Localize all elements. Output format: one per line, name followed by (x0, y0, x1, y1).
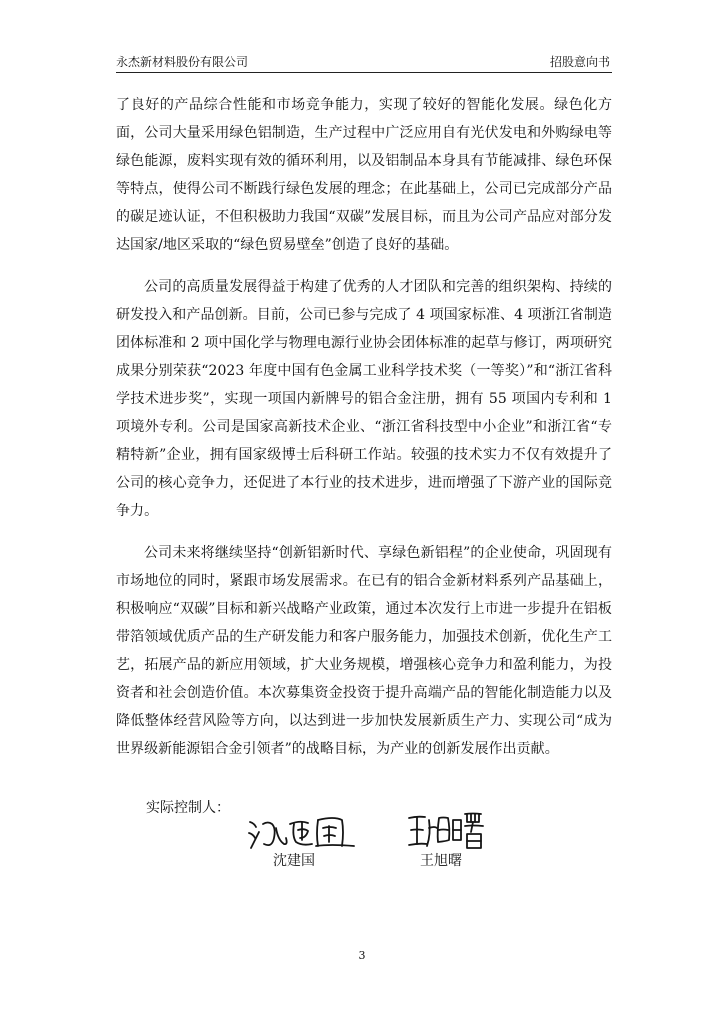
paragraph-2: 公司的高质量发展得益于构建了优秀的人才团队和完善的组织架构、持续的研发投入和产品创新。目前，公司已参与完成了 4 项国家标准、4 项浙江省制造团体标准和 2 项中国化学与物理电源行业协会团体标准的起草与修订，两项研究成果分别荣获“2023 年度中国有色金属工业科学技术奖（一等奖）”和“浙江省科学技术进步奖”，实现一项国内新牌号的铝合金注册，拥有 55 项国内专利和 1 项境外专利。公司是国家高新技术企业、“浙江省科技型中小企业”和浙江省“专精特新”企业，拥有国家级博士后科研工作站。较强的技术实力不仅有效提升了公司的核心竞争力，还促进了本行业的技术进步，进而增强了下游产业的国际竞争力。 (116, 279, 612, 519)
signer-name-2: 王旭曙 (420, 853, 462, 869)
paragraph-1: 了良好的产品综合性能和市场竞争能力，实现了较好的智能化发展。绿色化方面，公司大量采用绿色铝制造，生产过程中广泛应用自有光伏发电和外购绿电等绿色能源，废料实现有效的循环利用，以及铝制品本身具有节能减排、绿色环保等特点，使得公司不断践行绿色发展的理念；在此基础上，公司已完成部分产品的碳足迹认证，不但积极助力我国“双碳”发展目标，而且为公司产品应对部分发达国家/地区采取的“绿色贸易壁垒”创造了良好的基础。 (116, 97, 612, 253)
header-document-type: 招股意向书 (549, 55, 610, 69)
actual-controller-label: 实际控制人： (146, 800, 230, 816)
document-body (116, 91, 612, 763)
signature-shen-jianguo (246, 808, 360, 852)
header-company-name: 永杰新材料股份有限公司 (116, 55, 249, 69)
signer-name-1: 沈建国 (273, 853, 315, 869)
signature-wang-xushu (407, 808, 487, 852)
page-header (116, 53, 612, 71)
paragraph-3: 公司未来将继续坚持“创新铝新时代、享绿色新铝程”的企业使命，巩固现有市场地位的同时，紧跟市场发展需求。在已有的铝合金新材料系列产品基础上，积极响应“双碳”目标和新兴战略产业政策，通过本次发行上市进一步提升在铝板带箔领域优质产品的生产研发能力和客户服务能力，加强技术创新，优化生产工艺，拓展产品的新应用领域，扩大业务规模，增强核心竞争力和盈利能力，为投资者和社会创造价值。本次募集资金投资于提升高端产品的智能化制造能力以及降低整体经营风险等方向，以达到进一步加快发展新质生产力、实现公司“成为世界级新能源铝合金引领者”的战略目标，为产业的创新发展作出贡献。 (116, 545, 612, 757)
page-number: 3 (358, 949, 366, 962)
header-divider (116, 72, 612, 73)
